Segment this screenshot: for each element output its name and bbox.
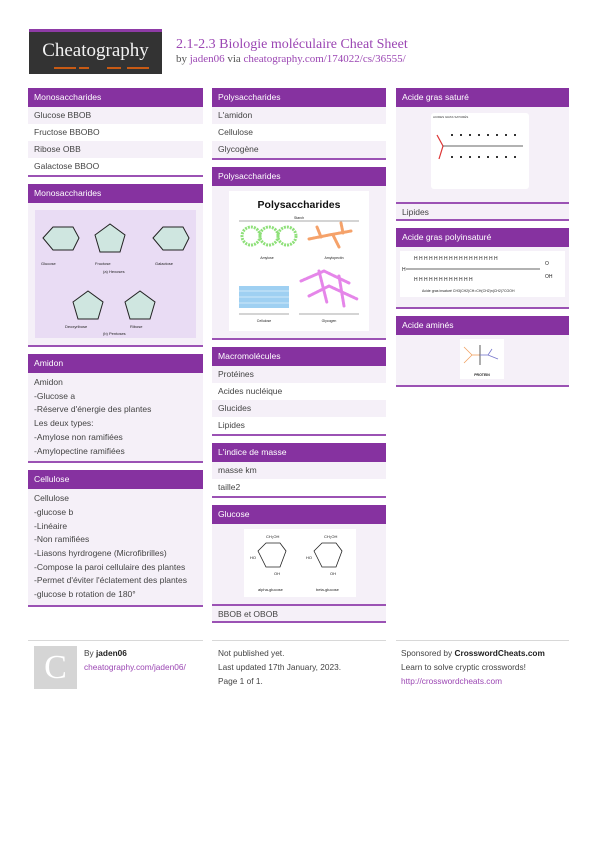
list-item: taille2 (212, 479, 386, 496)
published-status: Not published yet. (218, 648, 285, 658)
logo-underline (107, 67, 121, 69)
image-container (396, 247, 569, 307)
svg-text:HO: HO (306, 555, 312, 560)
text-line: Cellulose (34, 493, 69, 504)
text-block (28, 373, 203, 461)
text-line: Les deux types: (34, 418, 94, 429)
list-item: Ribose OBB (28, 141, 203, 158)
image-container (396, 335, 569, 385)
list-item: L'amidon (212, 107, 386, 124)
glucose-note: BBOB et OBOB (212, 604, 386, 621)
author-name[interactable]: jaden06 (96, 648, 127, 658)
svg-text:Glucose: Glucose (41, 261, 56, 266)
svg-text:H H H H H H H H H H H H H H H: H H H H H H H H H H H H H H H H H (414, 256, 498, 262)
footer-divider (28, 640, 203, 641)
cheatography-logo[interactable] (29, 29, 162, 74)
section-polysaccharides-list (212, 88, 386, 160)
sponsor-info (401, 646, 545, 688)
footer-divider (212, 640, 386, 641)
text-line: -Linéaire (34, 520, 68, 531)
polysaccharides-diagram-image (229, 191, 369, 331)
text-line: -glucose b rotation de 180° (34, 589, 136, 600)
svg-text:CH₂OH: CH₂OH (266, 534, 280, 539)
section-title: Monosaccharides (28, 184, 203, 203)
list-item: Glucides (212, 400, 386, 417)
svg-text:Polysaccharides: Polysaccharides (257, 199, 341, 211)
list-item: Glycogène (212, 141, 386, 158)
svg-text:OH: OH (330, 571, 336, 576)
svg-text:ACIDES GRAS SATURÉS: ACIDES GRAS SATURÉS (433, 115, 469, 119)
list-item: Fructose BBOBO (28, 124, 203, 141)
section-macromolecules (212, 347, 386, 436)
section-title: Acide gras saturé (396, 88, 569, 107)
saturated-fatty-acid-image (431, 113, 529, 189)
svg-text:H: H (402, 267, 406, 273)
publish-info (218, 646, 341, 688)
svg-text:beta-glucose: beta-glucose (316, 587, 339, 592)
section-monosaccharides-list (28, 88, 203, 177)
list-item: Acides nucléique (212, 383, 386, 400)
page-title[interactable]: 2.1-2.3 Biologie moléculaire Cheat Sheet (176, 37, 408, 52)
column-1 (28, 88, 203, 614)
text-line: -Compose la paroi cellulaire des plantes (34, 561, 186, 572)
svg-text:alpha-glucose: alpha-glucose (258, 587, 283, 592)
footer-divider (396, 640, 569, 641)
section-amidon (28, 354, 203, 463)
image-container (396, 107, 569, 202)
section-indice-masse (212, 443, 386, 498)
image-container (212, 524, 386, 604)
sheet-url-link[interactable]: cheatography.com/174022/cs/36555/ (243, 53, 406, 65)
via-text: via (224, 53, 244, 65)
text-line: -glucose b (34, 506, 74, 517)
text-line: -Réserve d'énergie des plantes (34, 404, 152, 415)
section-cellulose (28, 470, 203, 607)
logo-underline (127, 67, 149, 69)
svg-text:O: O (545, 261, 549, 267)
sponsor-link[interactable]: http://crosswordcheats.com (401, 676, 502, 686)
sponsor-name[interactable]: CrosswordCheats.com (454, 648, 545, 658)
svg-text:Starch: Starch (293, 216, 305, 220)
section-polysaccharides-image (212, 167, 386, 340)
svg-text:OH: OH (274, 571, 280, 576)
section-title: Glucose (212, 505, 386, 524)
section-title: Amidon (28, 354, 203, 373)
svg-text:Galactose: Galactose (155, 261, 174, 266)
list-item: Glucose BBOB (28, 107, 203, 124)
author-avatar[interactable]: C (34, 646, 77, 689)
svg-text:Cellulose: Cellulose (256, 319, 272, 323)
list-item: Galactose BBOO (28, 158, 203, 175)
text-line: -Non ramifiées (34, 534, 90, 545)
sponsor-prefix: Sponsored by (401, 648, 455, 658)
author-profile-link[interactable]: cheatography.com/jaden06/ (84, 662, 186, 672)
page-number: Page 1 of 1. (218, 676, 263, 686)
list-item: Protéines (212, 366, 386, 383)
svg-text:OH: OH (545, 274, 553, 280)
svg-text:HO: HO (250, 555, 256, 560)
svg-text:H H H H H H H H H H H H: H H H H H H H H H H H H (414, 277, 473, 283)
section-title: Acide aminés (396, 316, 569, 335)
svg-text:Fructose: Fructose (95, 261, 111, 266)
svg-text:CH₂OH: CH₂OH (324, 534, 338, 539)
section-monosaccharides-image (28, 184, 203, 347)
svg-text:PROTEIN: PROTEIN (474, 373, 490, 377)
section-acide-amines (396, 316, 569, 387)
section-title: Macromolécules (212, 347, 386, 366)
section-title: Cellulose (28, 470, 203, 489)
list-item: Cellulose (212, 124, 386, 141)
sponsor-tagline: Learn to solve cryptic crosswords! (401, 662, 526, 672)
column-3 (396, 88, 569, 394)
section-title: Monosaccharides (28, 88, 203, 107)
list-item: masse km (212, 462, 386, 479)
svg-text:(b) Pentoses: (b) Pentoses (103, 331, 126, 336)
svg-text:Amylose: Amylose (260, 256, 274, 260)
logo-underline (79, 67, 89, 69)
svg-text:Deoxyribose: Deoxyribose (65, 324, 88, 329)
text-line: -Amylopectine ramifiées (34, 445, 125, 456)
svg-text:Ribose: Ribose (130, 324, 143, 329)
svg-text:Amylopectin: Amylopectin (324, 256, 344, 260)
text-line: -Permet d'éviter l'éclatement des plantes (34, 575, 188, 586)
section-glucose (212, 505, 386, 623)
acide-gras-note: Lipides (396, 202, 569, 219)
text-block (28, 489, 203, 605)
image-container (212, 186, 386, 338)
image-container (28, 203, 203, 345)
logo-underline (54, 67, 76, 69)
section-title: Acide gras polyinsaturé (396, 228, 569, 247)
by-prefix: By (84, 648, 96, 658)
last-updated: Last updated 17th January, 2023. (218, 662, 342, 672)
section-acide-gras-polyinsature (396, 228, 569, 309)
column-2 (212, 88, 386, 630)
author-link[interactable]: jaden06 (189, 53, 225, 65)
svg-text:(a) Hexoses: (a) Hexoses (103, 269, 125, 274)
author-info (84, 646, 186, 674)
by-prefix: by (176, 53, 190, 65)
glucose-structures-image (244, 529, 356, 597)
svg-text:Glycogen: Glycogen (321, 319, 337, 323)
amino-acid-image (460, 339, 504, 379)
text-line: -Liasons hyrdrogene (Microfibrilles) (34, 548, 167, 559)
polyunsaturated-fatty-acid-image (400, 251, 565, 297)
list-item: Lipides (212, 417, 386, 434)
text-line: Amidon (34, 377, 63, 387)
logo-text: Cheatography (42, 40, 149, 61)
text-line: -Glucose a (34, 390, 76, 401)
monosaccharide-structures-image (35, 210, 196, 338)
section-title: Polysaccharides (212, 167, 386, 186)
section-acide-gras-sature (396, 88, 569, 221)
text-line: -Amylose non ramifiées (34, 431, 123, 442)
section-title: L'indice de masse (212, 443, 386, 462)
section-title: Polysaccharides (212, 88, 386, 107)
svg-text:Acide gras insaturé CH3(CH2): Acide gras insaturé CH3(CH2)CH=CH(CH2)n(CH2)7COOH (422, 289, 515, 293)
byline (176, 53, 406, 65)
